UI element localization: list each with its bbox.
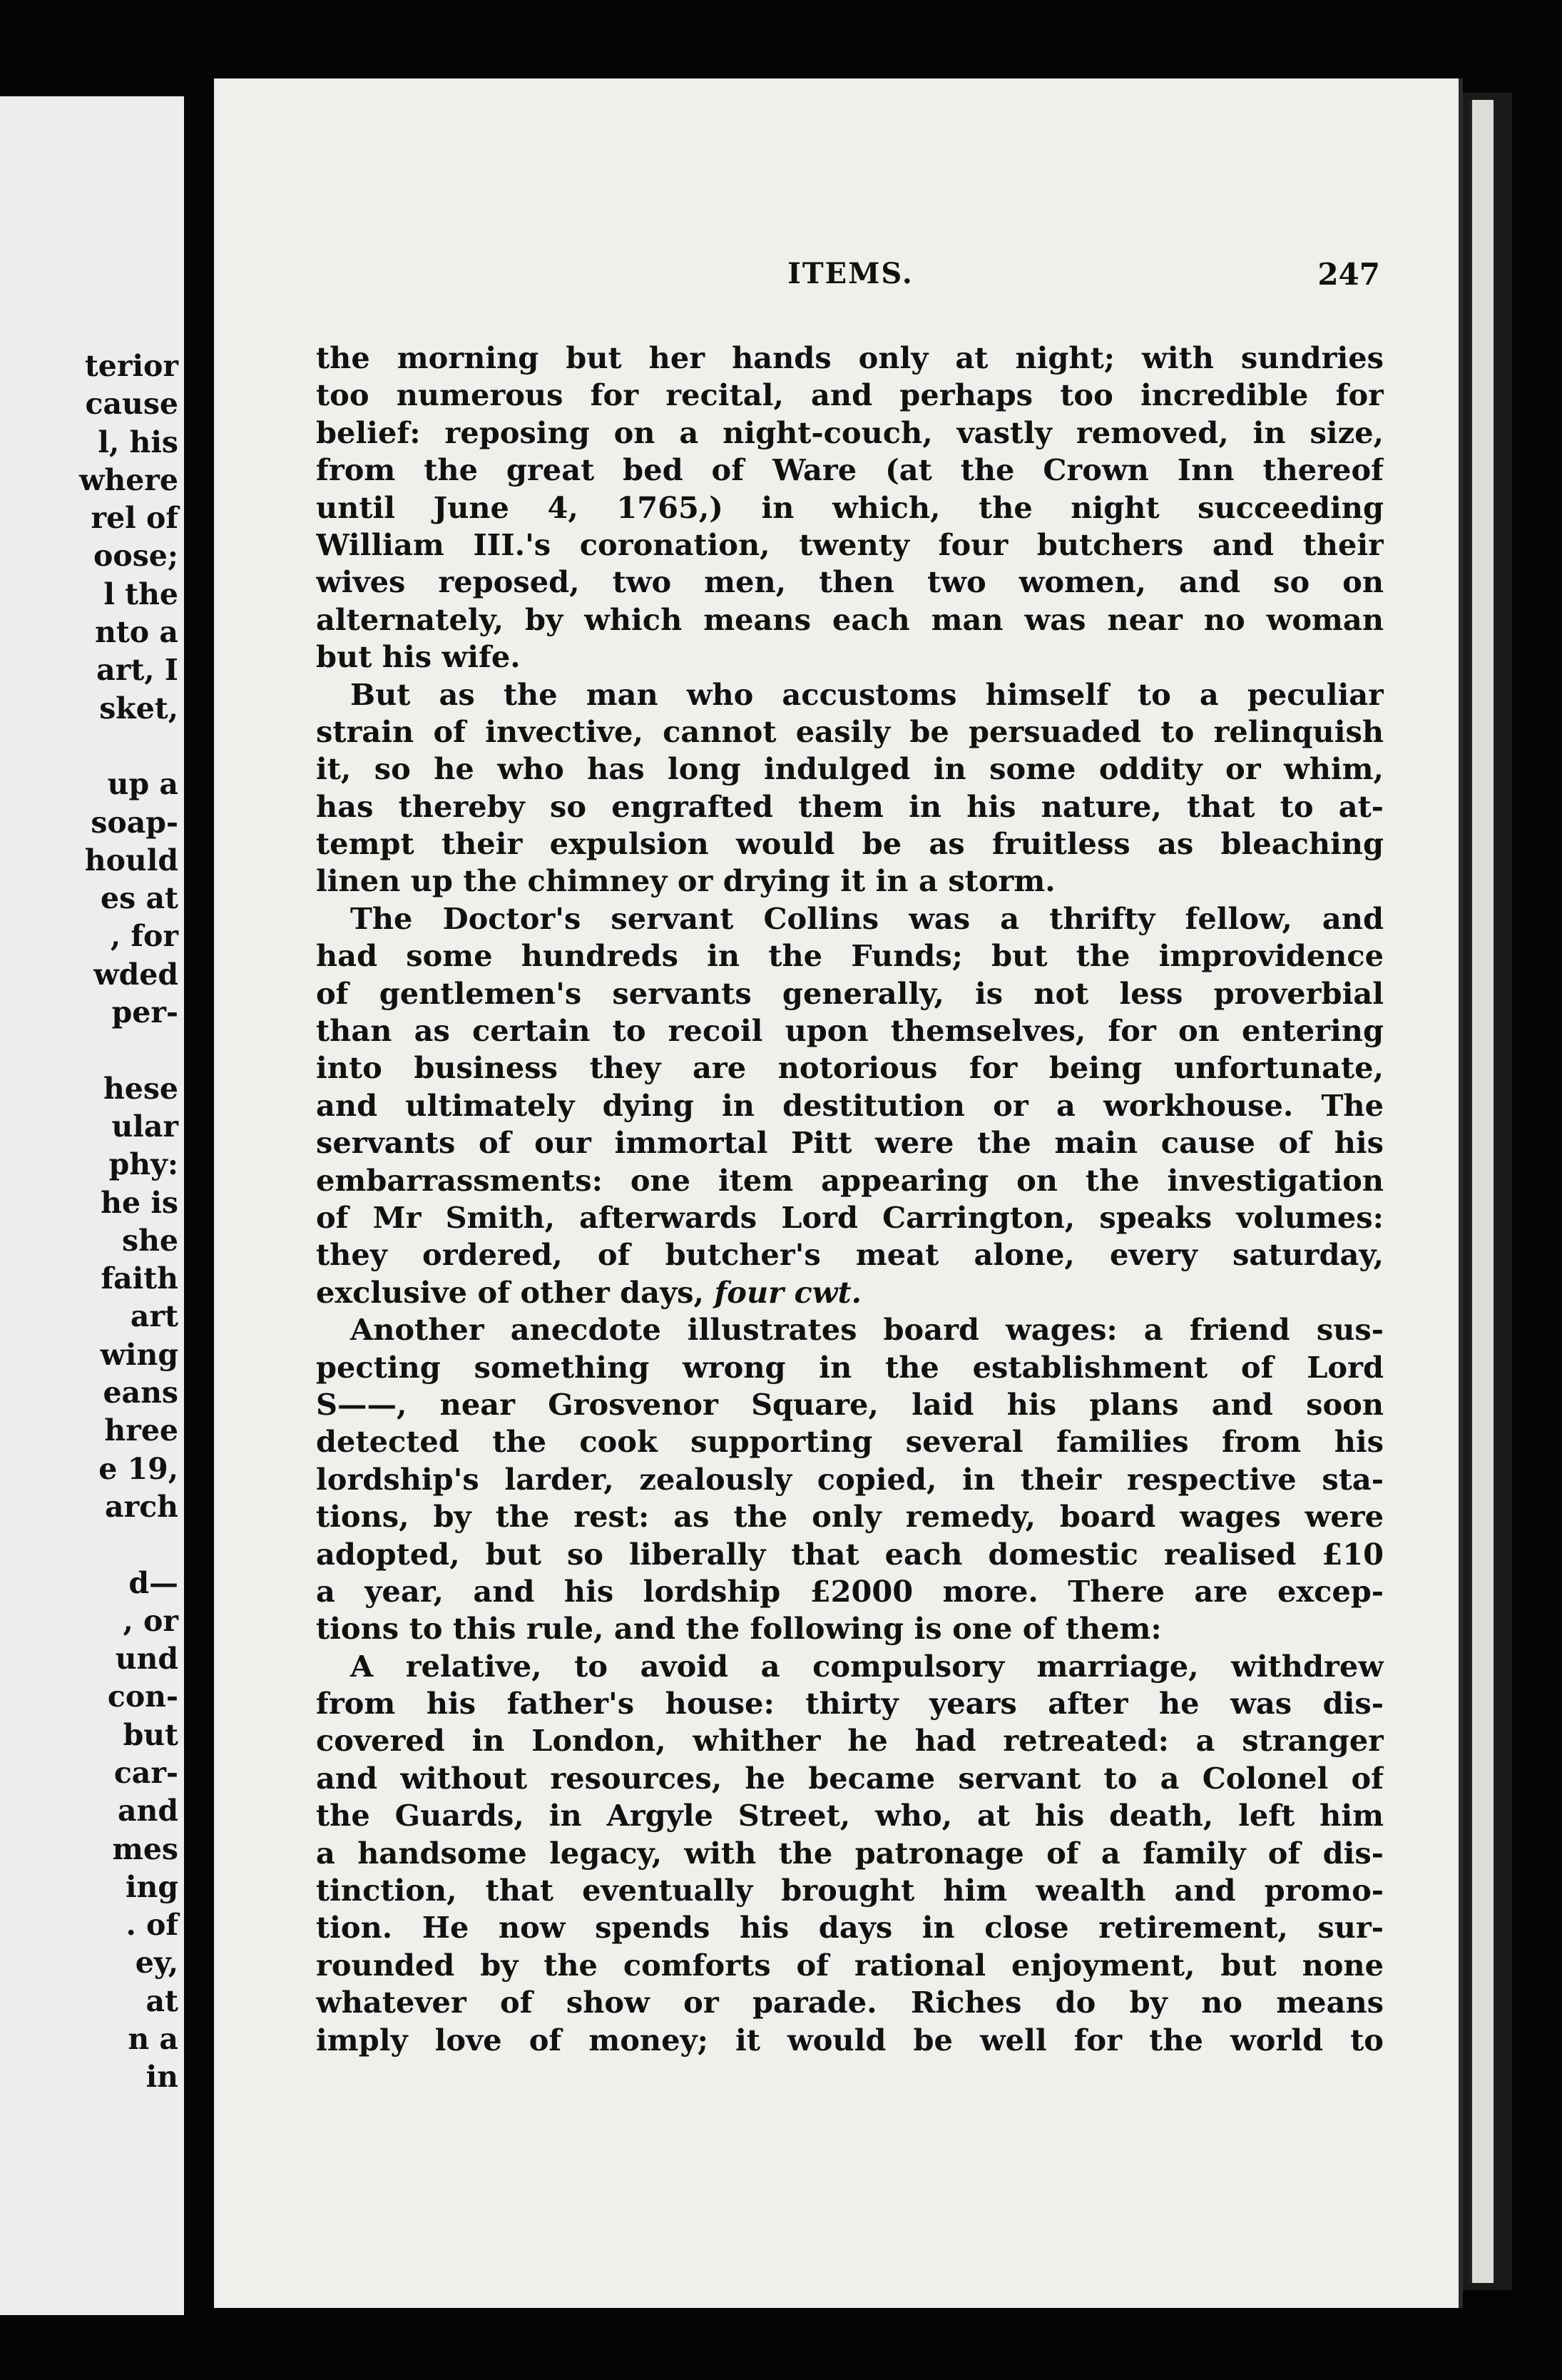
- text-line: it, so he who has long indulged in some oddity or whim,: [316, 751, 1384, 787]
- text-line-start: exclusive of other days,: [316, 1274, 704, 1310]
- text-line: covered in London, whither he had retreated: a stranger: [316, 1723, 1384, 1759]
- text-line: detected the cook supporting several families from his: [316, 1424, 1384, 1460]
- text-line: tions to this rule, and the following is one of them:: [316, 1611, 1162, 1647]
- left-page-fragment: es at: [101, 881, 178, 916]
- text-line: imply love of money; it would be well for the world to: [316, 2022, 1384, 2058]
- left-page-fragment: arch: [105, 1489, 178, 1524]
- text-line: S——, near Grosvenor Square, laid his plans and soon: [316, 1386, 1384, 1422]
- left-page-fragment: soap-: [91, 805, 178, 840]
- previous-page-strip: [0, 96, 184, 2315]
- text-line: from the great bed of Ware (at the Crown Inn thereof: [316, 452, 1384, 488]
- text-line: [316, 1274, 1384, 1311]
- text-line: a handsome legacy, with the patronage of a family of dis-: [316, 1835, 1384, 1871]
- left-page-fragment: rel of: [91, 501, 178, 536]
- text-line: rounded by the comforts of rational enjoyment, but none: [316, 1947, 1384, 1983]
- left-page-fragment: [0, 728, 178, 766]
- text-line: tion. He now spends his days in close retirement, sur-: [316, 1910, 1384, 1946]
- page-stack-edge: [1469, 100, 1494, 2283]
- left-page-fragment: n a: [128, 2022, 178, 2057]
- text-line: the morning but her hands only at night; with sundries: [316, 340, 1384, 375]
- text-line: than as certain to recoil upon themselves, for on entering: [316, 1013, 1384, 1049]
- text-line: servants of our immortal Pitt were the main cause of his: [316, 1125, 1384, 1161]
- page-header: [321, 257, 1380, 300]
- text-line: tions, by the rest: as the only remedy, board wages were: [316, 1499, 1384, 1535]
- left-page-fragment: ing: [125, 1869, 178, 1904]
- left-page-fragment: l the: [103, 576, 178, 611]
- book-page: [214, 78, 1463, 2308]
- left-page-fragment: art: [130, 1299, 178, 1334]
- left-page-fragment: d—: [128, 1565, 178, 1600]
- left-page-fragment: mes: [112, 1831, 178, 1866]
- running-head: ITEMS.: [787, 257, 914, 290]
- italic-phrase: four cwt.: [714, 1274, 862, 1310]
- left-page-fragment: in: [146, 2060, 178, 2095]
- text-line: linen up the chimney or drying it in a storm.: [316, 863, 1056, 899]
- text-line: of gentlemen's servants generally, is not less proverbial: [316, 975, 1384, 1011]
- left-page-fragment: up a: [107, 767, 178, 802]
- text-line: belief: reposing on a night-couch, vastly removed, in size,: [316, 415, 1384, 450]
- left-page-fragment: phy:: [108, 1147, 178, 1182]
- text-line: and ultimately dying in destitution or a workhouse. The: [316, 1087, 1384, 1123]
- left-page-fragment: he is: [101, 1185, 178, 1220]
- left-page-fragment: hould: [84, 843, 178, 878]
- text-line: tinction, that eventually brought him wealth and promo-: [316, 1873, 1384, 1908]
- left-page-fragment: [0, 1032, 178, 1069]
- text-line: had some hundreds in the Funds; but the improvidence: [316, 938, 1384, 974]
- text-line: strain of invective, cannot easily be persuaded to relinquish: [316, 713, 1384, 749]
- page-body-text: [316, 340, 1384, 2059]
- left-page-fragment: eans: [103, 1375, 178, 1410]
- text-line: wives reposed, two men, then two women, and so on: [316, 564, 1384, 600]
- text-line: they ordered, of butcher's meat alone, every saturday,: [316, 1237, 1384, 1273]
- left-page-fragment: und: [115, 1642, 178, 1677]
- left-page-fragment: [0, 1526, 178, 1564]
- left-page-fragment: oose;: [93, 539, 178, 574]
- left-page-fragment: art, I: [96, 653, 178, 688]
- text-line: The Doctor's servant Collins was a thrifty fellow, and: [350, 900, 1384, 936]
- left-page-fragment: e 19,: [98, 1451, 178, 1486]
- text-line: embarrassments: one item appearing on the investigation: [316, 1162, 1384, 1198]
- left-page-fragment: l, his: [98, 424, 178, 459]
- left-page-fragment: but: [123, 1717, 178, 1752]
- text-line: too numerous for recital, and perhaps too incredible for: [316, 377, 1384, 413]
- text-line: whatever of show or parade. Riches do by no means: [316, 1985, 1384, 2020]
- text-line: Another anecdote illustrates board wages: a friend sus-: [350, 1312, 1384, 1348]
- text-line: into business they are notorious for being unfortunate,: [316, 1050, 1384, 1086]
- text-line: a year, and his lordship £2000 more. There are excep-: [316, 1573, 1384, 1609]
- left-page-fragment: at: [146, 1983, 178, 2018]
- text-line: until June 4, 1765,) in which, the night succeeding: [316, 489, 1384, 525]
- page-number: 247: [1317, 257, 1380, 292]
- text-line: tempt their expulsion would be as fruitless as bleaching: [316, 826, 1384, 862]
- left-page-fragment: she: [122, 1223, 178, 1258]
- text-line: from his father's house: thirty years after he was dis-: [316, 1686, 1384, 1722]
- left-page-fragment: . of: [126, 1908, 178, 1943]
- text-line: William III.'s coronation, twenty four butchers and their: [316, 527, 1384, 562]
- text-line: has thereby so engrafted them in his nature, that to at-: [316, 788, 1384, 824]
- previous-page-line-fragments: [0, 347, 178, 2097]
- left-page-fragment: hese: [103, 1071, 178, 1106]
- left-page-fragment: where: [79, 462, 178, 497]
- text-line: adopted, but so liberally that each domestic realised £10: [316, 1536, 1384, 1572]
- left-page-fragment: car-: [113, 1755, 178, 1790]
- left-page-fragment: ey,: [135, 1946, 178, 1980]
- text-line: but his wife.: [316, 639, 521, 675]
- left-page-fragment: con-: [107, 1679, 178, 1714]
- left-page-fragment: per-: [111, 995, 178, 1030]
- left-page-fragment: terior: [84, 349, 178, 383]
- text-line: of Mr Smith, afterwards Lord Carrington, speaks volumes:: [316, 1199, 1384, 1235]
- left-page-fragment: cause: [85, 387, 178, 422]
- left-page-fragment: wing: [100, 1337, 178, 1372]
- left-page-fragment: , or: [123, 1603, 178, 1638]
- text-line: A relative, to avoid a compulsory marriage, withdrew: [350, 1648, 1384, 1684]
- left-page-fragment: and: [117, 1794, 178, 1829]
- left-page-fragment: faith: [101, 1261, 178, 1296]
- left-page-fragment: sket,: [99, 691, 178, 726]
- left-page-fragment: nto a: [95, 615, 178, 650]
- text-line: pecting something wrong in the establishment of Lord: [316, 1349, 1384, 1385]
- left-page-fragment: hree: [104, 1413, 178, 1448]
- text-line: and without resources, he became servant to a Colonel of: [316, 1760, 1384, 1796]
- text-line: But as the man who accustoms himself to a peculiar: [350, 676, 1384, 712]
- left-page-fragment: ular: [111, 1109, 178, 1144]
- text-line: lordship's larder, zealously copied, in their respective sta-: [316, 1461, 1384, 1497]
- left-page-fragment: wded: [93, 957, 178, 992]
- left-page-fragment: , for: [110, 919, 178, 954]
- text-line: the Guards, in Argyle Street, who, at his death, left him: [316, 1798, 1384, 1834]
- text-line: alternately, by which means each man was near no woman: [316, 601, 1384, 637]
